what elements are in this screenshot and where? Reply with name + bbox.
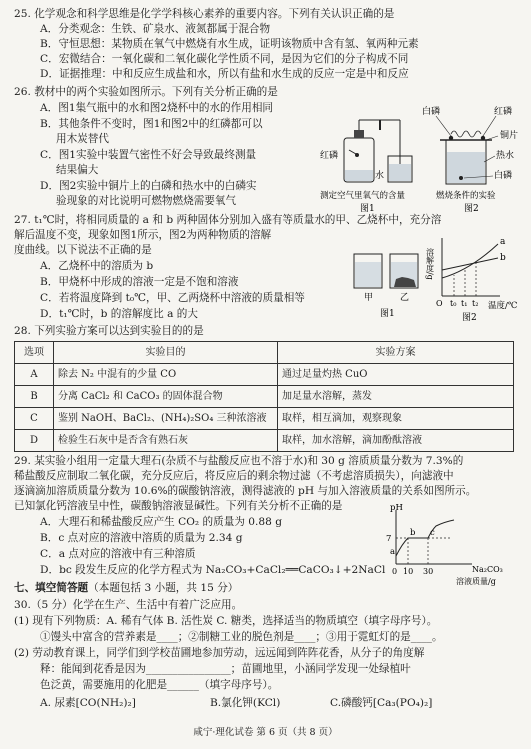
q25-stem: 25. 化学观念和科学思维是化学学科核心素养的重要内容。下列有关认识正确的是 [14,8,395,20]
q26-option-d-line1: D．图2实验中铜片上的白磷和热水中的白磷实 [40,180,257,192]
q26-option-c-line1: C．图1实验中装置气密性不好会导致最终测量 [40,149,257,161]
tick-t1: t₁ [461,299,468,308]
q30-line4: (2) 劳动教育课上，同学们到学校苗圃地参加劳动，远远闻到阵阵花香，从分子的角度解 [14,647,425,659]
header-purpose: 实验目的 [54,342,278,364]
tick-t2: t₂ [472,299,479,308]
q27-stem-line3: 度曲线。以下说法不正确的是 [14,244,152,256]
ph-xlabel-2: 溶液质量/g [456,577,496,586]
caption-combustion: 燃烧条件的实验 [436,191,496,201]
q29-line1: 29. 某实验小组用一定量大理石(杂质不与盐酸反应也不溶于水)和 30 g 溶质质量分数为 7.3%的 [14,455,464,467]
section-7-note: （本题包括 3 小题，共 15 分） [88,582,239,594]
q29-option-a: A．大理石和稀盐酸反应产生 CO₂ 的质量为 0.88 g [40,516,283,528]
curve-a-label: a [500,237,506,247]
q29-line3: 逐滴滴加溶质质量分数为 10.6%的碳酸钠溶液，测得滤液的 pH 与加入溶液质量的关系如图所示。 [14,485,477,497]
fig1-label: 图1 [360,204,375,214]
q29-line4: 已知氯化钙溶液呈中性，碳酸钠溶液显碱性。下列有关分析不正确的是 [14,500,343,512]
q26-apparatus-figures [318,100,523,215]
q28-table [14,341,514,452]
table-row [15,408,514,430]
q25-option-c: C．宏微结合：一氧化碳和二氧化碳化学性质不同，是因为它们的分子构成不同 [40,53,409,65]
q29-option-b: B．c 点对应的溶液中溶质的质量为 2.34 g [40,532,243,544]
q27-xlabel: 温度/℃ [488,301,518,311]
point-c-label: c [430,528,435,538]
q27-figures [350,234,526,326]
row-a-purpose: 除去 N₂ 中混有的少量 CO [54,364,278,386]
q29-ph-graph [372,504,522,588]
solubility-curve-graph [442,238,500,296]
q28-stem: 28. 下列实验方案可以达到实验目的的是 [14,325,204,337]
q27-stem-line2: 解后温度不变，现象如图1所示，图2为两种物质的溶解 [14,229,272,241]
tick-t0: t₀ [450,299,457,308]
row-c-purpose: 鉴别 NaOH、BaCl₂、(NH₄)₂SO₄ 三种浓溶液 [54,408,278,430]
q30-line2: (1) 现有下列物质：A. 稀有气体 B. 活性炭 C. 糖类，选择适当的物质填空（填字母序号）。 [14,615,438,627]
ph-ylabel: pH [390,504,403,513]
beaker-jia [354,254,382,288]
q28-table-header [15,342,514,364]
row-a-option: A [15,364,54,386]
ph-xlabel-1: Na₂CO₃ [472,565,503,574]
beaker-jia-label: 甲 [364,293,374,303]
q26-option-d-line2: 验现象的对比说明可燃物燃烧需要氧气 [56,195,237,207]
label-hot-water: 热水 [496,151,515,161]
q29-option-d: D．bc 段发生反应的化学方程式为 Na₂CO₃+CaCl₂══CaCO₃↓+2NaCl [40,564,386,576]
tick-30: 30 [423,567,434,576]
q30-option-c: C.磷酸钙[Ca₃(PO₄)₂] [330,697,433,709]
q30-option-b: B.氯化钾(KCl) [210,697,281,709]
caption-oxygen-content: 测定空气里氧气的含量 [320,191,406,201]
q27-fig2-label: 图2 [462,313,477,323]
label-red-phosphorus-2: 红磷 [494,107,513,117]
q26-option-c-line2: 结果偏大 [56,164,99,176]
q25-option-b: B．守恒思想：某物质在氧气中燃烧有水生成，证明该物质中含有氢、氧两种元素 [40,38,419,50]
fig2-label: 图2 [464,204,479,214]
page-footer: 咸宁·理化试卷 第 6 页（共 8 页） [193,727,338,738]
row-d-purpose: 检验生石灰中是否含有熟石灰 [54,430,278,452]
row-d-scheme: 取样，加水溶解，滴加酚酞溶液 [278,430,514,452]
q27-origin: O [436,299,443,308]
q26-option-a: A．图1集气瓶中的水和图2烧杯中的水的作用相同 [40,102,274,114]
label-copper-plate: 铜片 [500,131,519,141]
q27-option-d: D．t₁℃时，b 的溶解度比 a 的大 [40,308,198,320]
q30-line1: 30.（5 分）化学在生产、生活中有着广泛应用。 [14,599,243,611]
ph-7-tick: 7 [386,534,392,544]
label-white-phosphorus-2: 白磷 [494,171,513,181]
row-b-purpose: 分离 CaCl₂ 和 CaCO₃ 的固体混合物 [54,386,278,408]
q27-stem-line1: 27. t₁℃时，将相同质量的 a 和 b 两种固体分别加入盛有等质量水的甲、乙烧杯中，充分溶 [14,214,442,226]
tick-0: 0 [392,567,398,576]
point-a-label: a [390,547,396,557]
table-row [15,430,514,452]
point-b-label: b [410,528,416,538]
header-option: 选项 [15,342,54,364]
table-row [15,386,514,408]
q29-line2: 稀盐酸反应制取二氧化碳，充分反应后，将反应后的剩余物过滤（不考虑溶质损失），向滤液中 [14,470,454,482]
row-c-scheme: 取样，相互滴加，观察现象 [278,408,514,430]
section-7-title: 七、填空简答题 [14,582,89,594]
row-d-option: D [15,430,54,452]
row-b-option: B [15,386,54,408]
q27-option-b: B．甲烧杯中形成的溶液一定是不饱和溶液 [40,276,239,288]
q30-option-a: A. 尿素[CO(NH₂)₂] [40,697,136,709]
row-c-option: C [15,408,54,430]
q25-option-a: A．分类观念：生铁、矿泉水、液氮都属于混合物 [40,23,271,35]
label-red-phosphorus-1: 红磷 [320,151,339,161]
combustion-conditions-apparatus [440,131,492,184]
q25-option-d: D．证据推理：中和反应生成盐和水，所以有盐和水生成的反应一定是中和反应 [40,68,409,80]
header-scheme: 实验方案 [278,342,514,364]
beaker-yi-label: 乙 [400,293,410,303]
q29-option-c: C．a 点对应的溶液中有三种溶质 [40,548,196,560]
row-b-scheme: 加足量水溶解，蒸发 [278,386,514,408]
q27-ylabel: 溶解度/g [425,248,435,280]
q26-option-b-line2: 用木炭替代 [56,133,109,145]
q26-stem: 26. 教材中的两个实验如图所示。下列有关分析正确的是 [14,86,278,98]
q27-option-a: A．乙烧杯中的溶质为 b [40,260,154,272]
q30-line5: 释：能闻到花香是因为________________；苗圃地里，小涵同学发现一处绿植叶 [40,663,411,675]
curve-b-label: b [500,253,506,263]
q30-line6: 色泛黄，需要施用的化肥是______（填字母序号）。 [40,679,279,691]
q27-fig1-label: 图1 [380,309,395,319]
table-row [15,364,514,386]
tick-10: 10 [403,567,414,576]
row-a-scheme: 通过足量灼热 CuO [278,364,514,386]
q27-option-c: C．若将温度降到 t₀℃，甲、乙两烧杯中溶液的质量相等 [40,292,305,304]
section-7-heading [14,582,238,596]
beaker-yi [390,254,418,288]
q30-line3: ①馒头中富含的营养素是____；②制糖工业的脱色剂是____；③用于霓虹灯的是____。 [40,631,443,643]
label-water: 水 [375,171,385,181]
q26-option-b-line1: B．其他条件不变时，图1和图2中的红磷都可以 [40,118,263,130]
label-white-phosphorus-1: 白磷 [422,107,441,117]
